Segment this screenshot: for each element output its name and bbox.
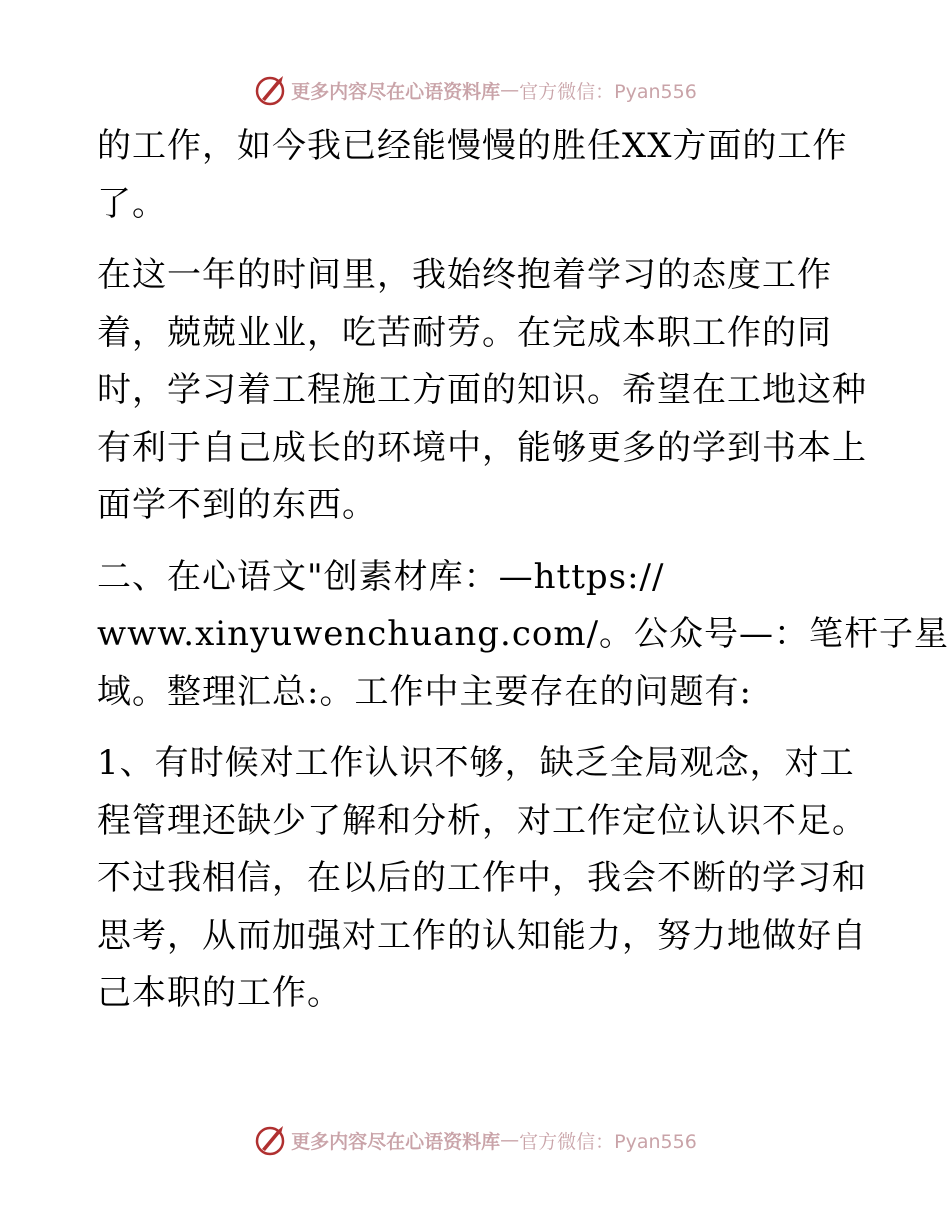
quill-logo-icon <box>253 1123 287 1157</box>
document-body <box>97 118 950 1037</box>
text-line: www.xinyuwenchuang.com/。公众号—：笔杆子星 <box>97 614 950 654</box>
paragraph-4 <box>97 735 867 1023</box>
watermark-group <box>253 73 697 107</box>
text-line: 了。 <box>97 183 167 224</box>
text-line: 着，兢兢业业，吃苦耐劳。在完成本职工作的同 <box>97 312 832 353</box>
text-line: 思考，从而加强对工作的认知能力，努力地做好自 <box>97 915 867 956</box>
watermark-wechat-text: 官方微信：Pyan556 <box>519 80 697 103</box>
text-line: 有利于自己成长的环境中，能够更多的学到书本上 <box>97 427 867 468</box>
text-line: 时，学习着工程施工方面的知识。希望在工地这种 <box>97 370 867 410</box>
text-line: 二、在心语文"创素材库：—https:// <box>97 556 665 597</box>
text-line: 不过我相信，在以后的工作中，我会不断的学习和 <box>97 858 867 898</box>
watermark-separator: — <box>500 1129 520 1151</box>
text-line: 己本职的工作。 <box>97 973 342 1013</box>
paragraph-3 <box>97 549 950 722</box>
watermark-group <box>253 1123 697 1157</box>
watermark-main-text: 更多内容尽在心语资料库 <box>291 80 501 103</box>
text-line: 1、有时候对工作认识不够，缺乏全局观念，对工 <box>97 743 855 783</box>
text-line: 在这一年的时间里，我始终抱着学习的态度工作 <box>97 255 832 295</box>
watermark-wechat-text: 官方微信：Pyan556 <box>519 1130 697 1153</box>
quill-logo-icon <box>253 73 287 107</box>
text-line: 的工作，如今我已经能慢慢的胜任XX方面的工作 <box>97 126 848 166</box>
header-watermark <box>0 70 950 110</box>
text-line: 面学不到的东西。 <box>97 485 377 525</box>
watermark-main-text: 更多内容尽在心语资料库 <box>291 1130 501 1153</box>
footer-watermark <box>0 1120 950 1160</box>
watermark-separator: — <box>500 79 520 101</box>
text-line: 域。整理汇总:。工作中主要存在的问题有: <box>97 671 752 712</box>
text-line: 程管理还缺少了解和分析，对工作定位认识不足。 <box>97 800 867 841</box>
paragraph-2 <box>97 247 867 535</box>
paragraph-1 <box>97 118 857 233</box>
